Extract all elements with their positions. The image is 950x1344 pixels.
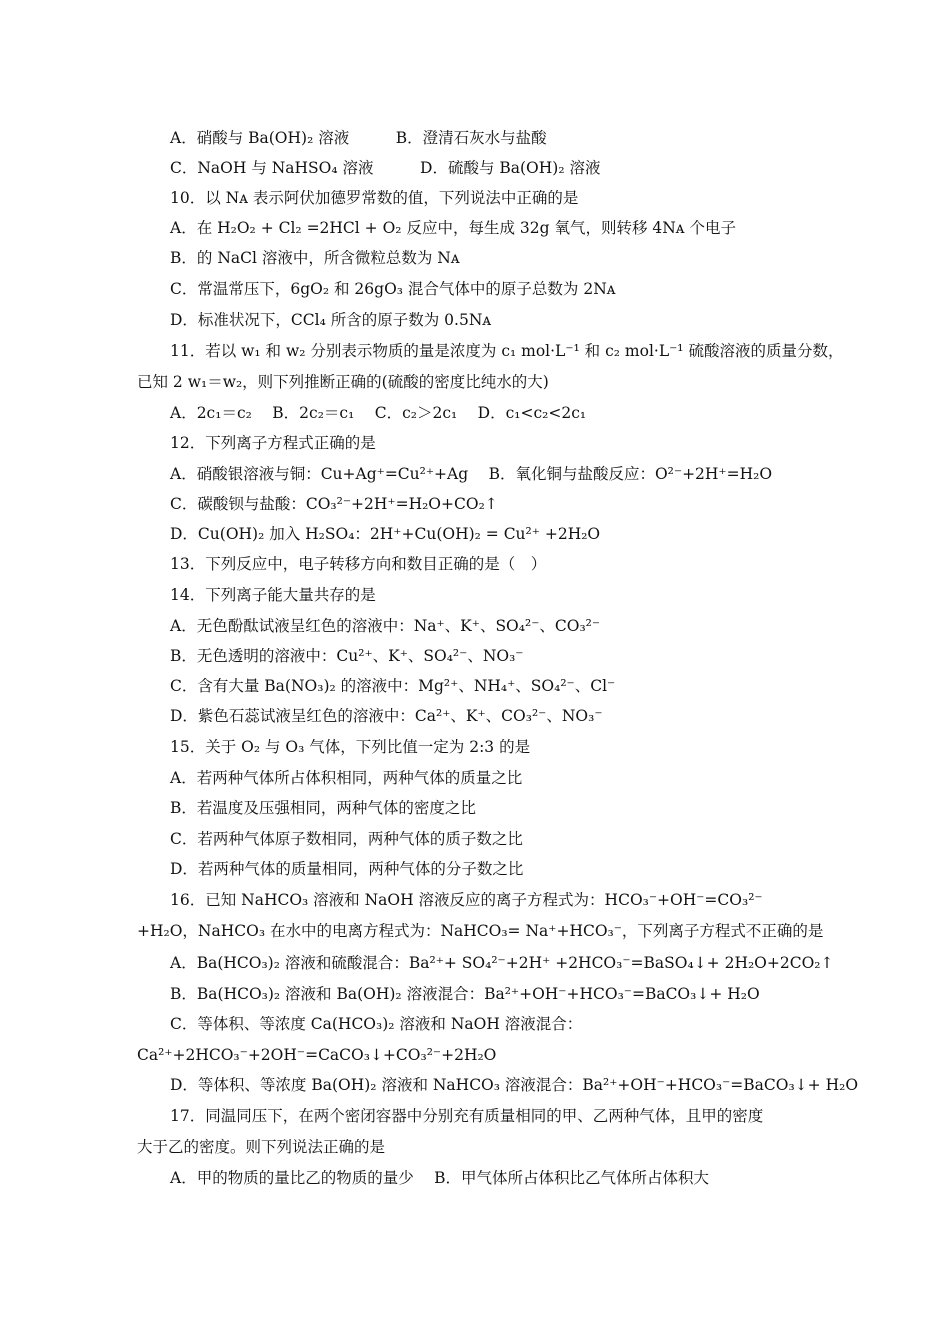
- q10-option-c: C．常温常压下，6gO₂ 和 26gO₃ 混合气体中的原子总数为 2Nᴀ: [170, 280, 616, 298]
- q14-option-c: C．含有大量 Ba(NO₃)₂ 的溶液中：Mg²⁺、NH₄⁺、SO₄²⁻、Cl⁻: [170, 677, 616, 695]
- q14-option-a: A．无色酚酞试液呈红色的溶液中：Na⁺、K⁺、SO₄²⁻、CO₃²⁻: [170, 617, 601, 635]
- q15-option-a: A．若两种气体所占体积相同，两种气体的质量之比: [170, 769, 523, 787]
- q17-stem-line1: 17．同温同压下，在两个密闭容器中分别充有质量相同的甲、乙两种气体，且甲的密度: [170, 1107, 764, 1125]
- q16-stem-line1: 16．已知 NaHCO₃ 溶液和 NaOH 溶液反应的离子方程式为：HCO₃⁻+OH⁻=CO₃²⁻: [170, 891, 763, 909]
- q13-stem: 13．下列反应中，电子转移方向和数目正确的是（ ）: [170, 555, 547, 573]
- q16-option-c-line1: C．等体积、等浓度 Ca(HCO₃)₂ 溶液和 NaOH 溶液混合：: [170, 1015, 583, 1033]
- q10-option-d: D．标准状况下，CCl₄ 所含的原子数为 0.5Nᴀ: [170, 311, 492, 329]
- q16-stem-line2: +H₂O，NaHCO₃ 在水中的电离方程式为：NaHCO₃= Na⁺+HCO₃⁻，下列离子方程式不正确的是: [137, 922, 824, 940]
- q10-option-a: A．在 H₂O₂ + Cl₂ =2HCl + O₂ 反应中，每生成 32g 氧气，则转移 4Nᴀ 个电子: [170, 219, 736, 237]
- q12-options-ab: A．硝酸银溶液与铜：Cu+Ag⁺=Cu²⁺+Ag B．氧化铜与盐酸反应：O²⁻+2H⁺=H₂O: [170, 465, 773, 483]
- q15-option-c: C．若两种气体原子数相同，两种气体的质子数之比: [170, 830, 523, 848]
- q11-stem-line1: 11．若以 w₁ 和 w₂ 分别表示物质的量是浓度为 c₁ mol·L⁻¹ 和 c₂ mol·L⁻¹ 硫酸溶液的质量分数，: [170, 342, 844, 360]
- q9-options-ab: A．硝酸与 Ba(OH)₂ 溶液 B．澄清石灰水与盐酸: [170, 129, 547, 147]
- q17-options-ab: A．甲的物质的量比乙的物质的量少 B．甲气体所占体积比乙气体所占体积大: [170, 1169, 710, 1187]
- q14-option-b: B．无色透明的溶液中：Cu²⁺、K⁺、SO₄²⁻、NO₃⁻: [170, 647, 524, 665]
- q10-stem: 10．以 Nᴀ 表示阿伏加德罗常数的值，下列说法中正确的是: [170, 189, 579, 207]
- q16-option-b: B．Ba(HCO₃)₂ 溶液和 Ba(OH)₂ 溶液混合：Ba²⁺+OH⁻+HCO₃⁻=BaCO₃↓+ H₂O: [170, 985, 760, 1003]
- q17-stem-line2: 大于乙的密度。则下列说法正确的是: [137, 1138, 386, 1156]
- q14-option-d: D．紫色石蕊试液呈红色的溶液中：Ca²⁺、K⁺、CO₃²⁻、NO₃⁻: [170, 707, 603, 725]
- q15-option-d: D．若两种气体的质量相同，两种气体的分子数之比: [170, 860, 524, 878]
- q15-option-b: B．若温度及压强相同，两种气体的密度之比: [170, 799, 476, 817]
- q12-stem: 12．下列离子方程式正确的是: [170, 434, 376, 452]
- q15-stem: 15．关于 O₂ 与 O₃ 气体，下列比值一定为 2:3 的是: [170, 738, 531, 756]
- q11-options: A．2c₁＝c₂ B．2c₂＝c₁ C．c₂＞2c₁ D．c₁<c₂<2c₁: [170, 404, 587, 422]
- q16-option-a: A．Ba(HCO₃)₂ 溶液和硫酸混合：Ba²⁺+ SO₄²⁻+2H⁺ +2HCO₃⁻=BaSO₄↓+ 2H₂O+2CO₂↑: [170, 954, 834, 972]
- q11-stem-line2: 已知 2 w₁＝w₂，则下列推断正确的(硫酸的密度比纯水的大): [137, 373, 549, 391]
- q12-option-d: D．Cu(OH)₂ 加入 H₂SO₄：2H⁺+Cu(OH)₂ = Cu²⁺ +2H₂O: [170, 525, 601, 543]
- q12-option-c: C．碳酸钡与盐酸：CO₃²⁻+2H⁺=H₂O+CO₂↑: [170, 495, 498, 513]
- q16-option-d: D．等体积、等浓度 Ba(OH)₂ 溶液和 NaHCO₃ 溶液混合：Ba²⁺+OH⁻+HCO₃⁻=BaCO₃↓+ H₂O: [170, 1076, 859, 1094]
- q16-option-c-line2: Ca²⁺+2HCO₃⁻+2OH⁻=CaCO₃↓+CO₃²⁻+2H₂O: [137, 1046, 497, 1064]
- q9-options-cd: C．NaOH 与 NaHSO₄ 溶液 D．硫酸与 Ba(OH)₂ 溶液: [170, 159, 601, 177]
- q10-option-b: B．的 NaCl 溶液中，所含微粒总数为 Nᴀ: [170, 249, 460, 267]
- q14-stem: 14．下列离子能大量共存的是: [170, 586, 376, 604]
